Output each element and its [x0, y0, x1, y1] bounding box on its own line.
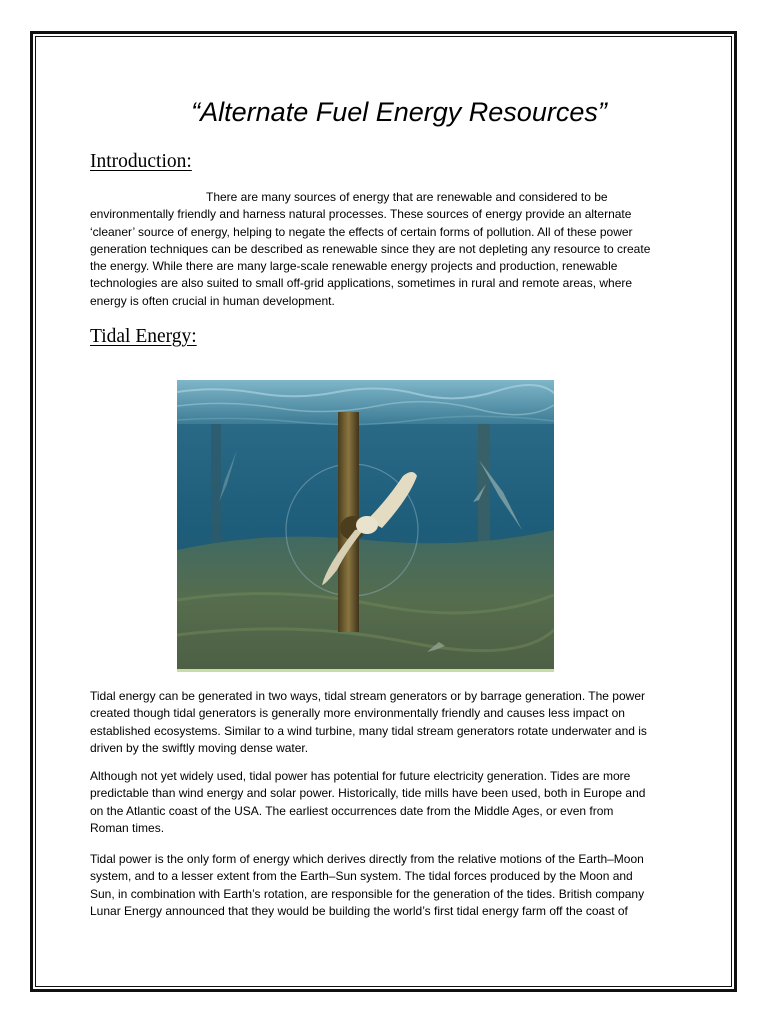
- text-line: ‘cleaner’ source of energy, helping to negate the effects of certain forms of pollution. All of these power: [90, 224, 633, 239]
- text-line: technologies are also suited to small off-grid applications, sometimes in rural and remote areas, where: [90, 276, 633, 291]
- text-line: generation techniques can be described as renewable since they are not depleting any resource to create: [90, 241, 651, 256]
- text-line: Sun, in combination with Earth’s rotation, are responsible for the generation of the tides. British company: [90, 886, 645, 901]
- text-line: driven by the swiftly moving dense water.: [90, 740, 309, 755]
- text-line: Although not yet widely used, tidal power has potential for future electricity generation. Tides are more: [90, 769, 631, 783]
- text-line: the energy. While there are many large-scale renewable energy projects and production, renewable: [90, 259, 618, 274]
- text-line: Roman times.: [90, 820, 165, 835]
- document-title: “Alternate Fuel Energy Resources”: [191, 97, 607, 127]
- intro-paragraph: [90, 189, 685, 310]
- tidal-paragraph-2: [90, 768, 685, 837]
- heading-tidal-energy: Tidal Energy:: [90, 326, 197, 347]
- text-line: Lunar Energy announced that they would be building the world’s first tidal energy farm off the coast of: [90, 903, 628, 918]
- tidal-paragraph-1: [90, 688, 685, 757]
- heading-introduction: Introduction:: [90, 151, 192, 172]
- text-line: Tidal energy can be generated in two ways, tidal stream generators or by barrage generation. The power: [90, 689, 645, 703]
- tidal-turbine-image: [177, 380, 554, 672]
- tidal-paragraph-3: [90, 851, 685, 920]
- text-line: energy is often crucial in human development.: [90, 293, 335, 308]
- text-line: There are many sources of energy that are renewable and considered to be: [206, 190, 608, 204]
- text-line: predictable than wind energy and solar power. Historically, tide mills have been used, both in Europe and: [90, 786, 646, 801]
- text-line: created though tidal generators is generally more environmentally friendly and causes less impact on: [90, 706, 625, 721]
- text-line: on the Atlantic coast of the USA. The earliest occurrences date from the Middle Ages, or even from: [90, 803, 614, 818]
- text-line: environmentally friendly and harness natural processes. These sources of energy provide an alternate: [90, 207, 632, 222]
- text-line: Tidal power is the only form of energy which derives directly from the relative motions of the Earth–Moon: [90, 852, 644, 866]
- text-line: system, and to a lesser extent from the Earth–Sun system. The tidal forces produced by the Moon and: [90, 869, 633, 884]
- underwater-scene-icon: [177, 380, 554, 672]
- text-line: established ecosystems. Similar to a wind turbine, many tidal stream generators rotate underwater and is: [90, 723, 647, 738]
